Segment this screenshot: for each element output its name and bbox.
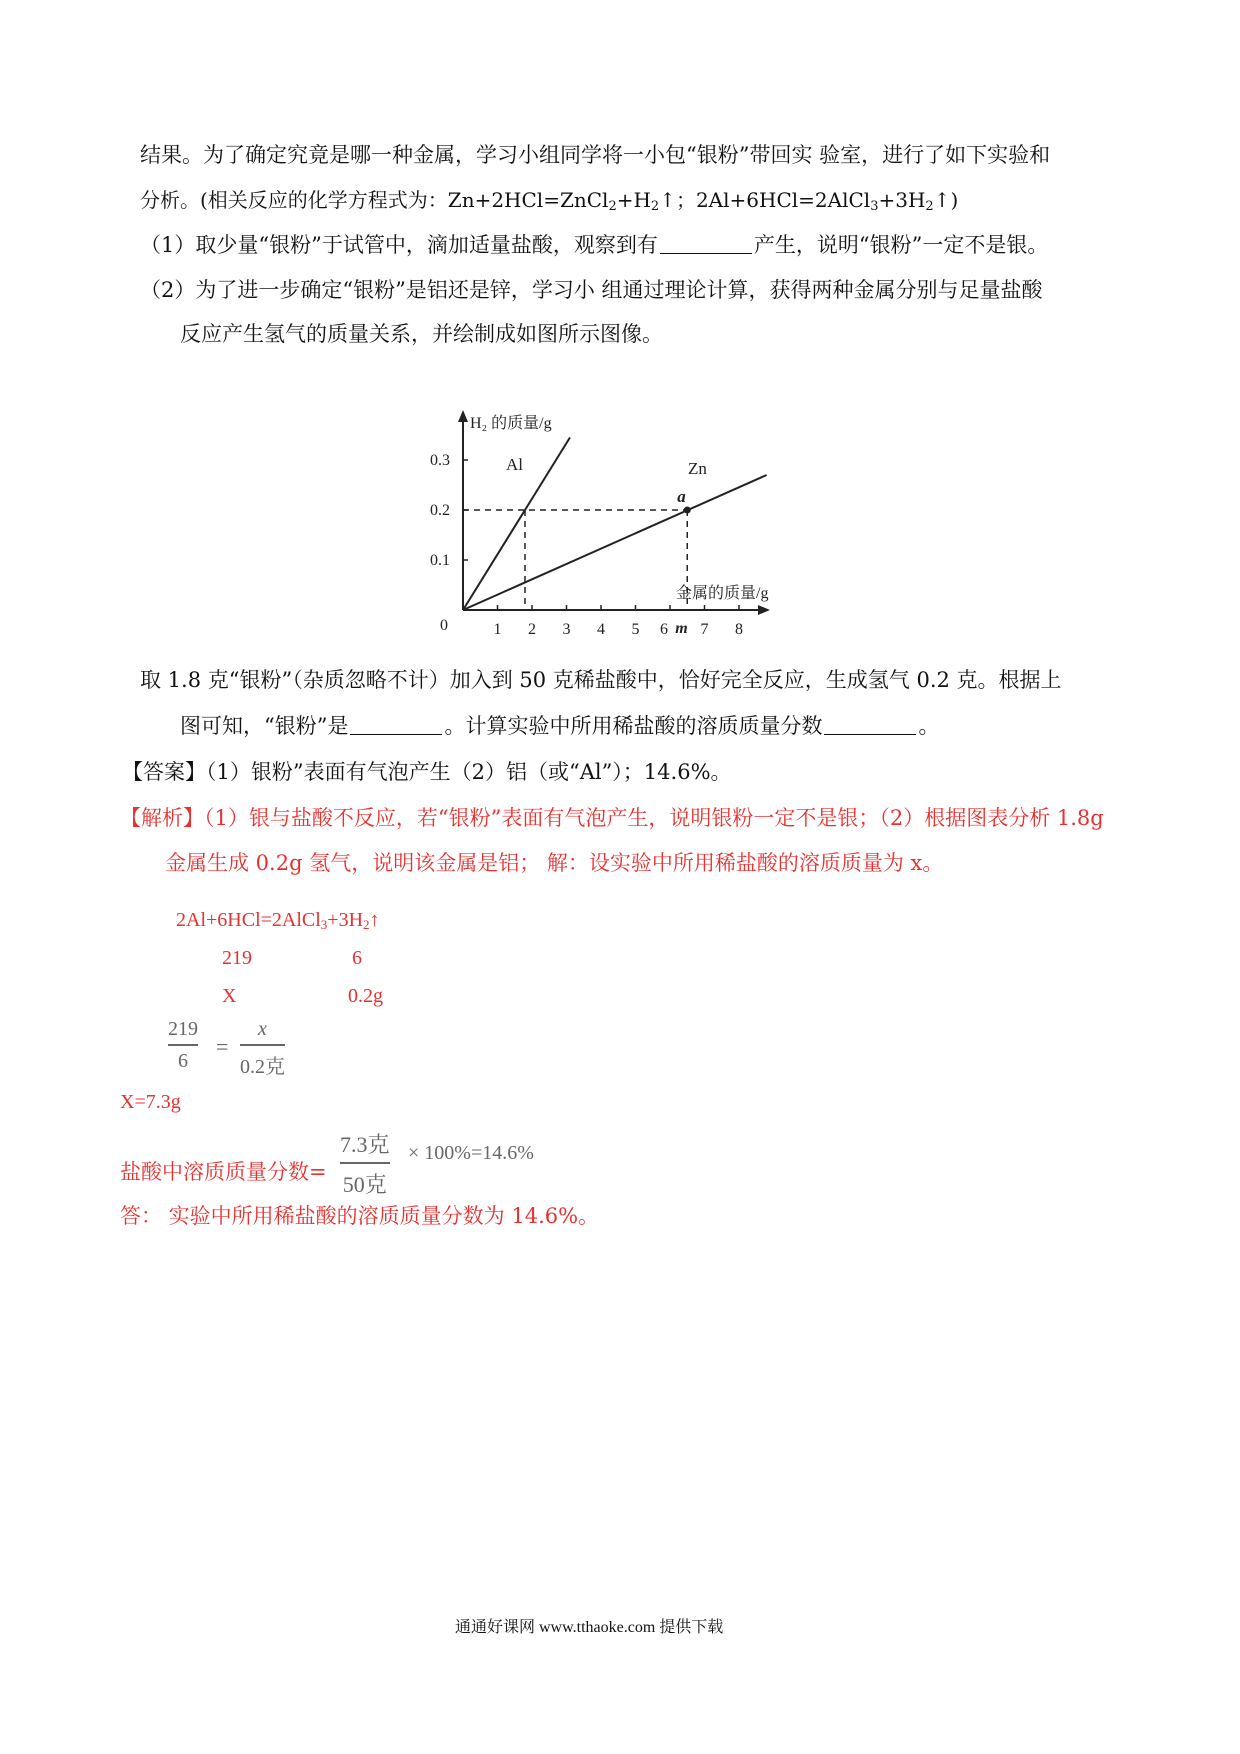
equation-text-1: 分析。(相关反应的化学方程式为：Zn+2HCl=ZnCl bbox=[140, 188, 609, 212]
point-a bbox=[684, 507, 691, 514]
final-answer: 答： 实验中所用稀盐酸的溶质质量分数为 14.6%。 bbox=[120, 1204, 600, 1228]
hydrogen-mass-chart bbox=[420, 410, 840, 646]
question-item-1 bbox=[140, 235, 1048, 256]
known-h2-mass: 0.2g bbox=[348, 985, 383, 1007]
ratio-value-h2: 6 bbox=[352, 947, 362, 969]
subscript: 2 bbox=[363, 917, 370, 932]
fraction-bar bbox=[168, 1044, 198, 1046]
unknown-x: X bbox=[222, 985, 237, 1007]
x-tick-label: 4 bbox=[597, 621, 605, 638]
x-axis-label: 金属的质量/g bbox=[676, 585, 769, 602]
fraction-bar bbox=[240, 1044, 285, 1046]
point-m-label: m bbox=[675, 620, 688, 637]
percentage-label: 盐酸中溶质质量分数= bbox=[120, 1160, 327, 1184]
question-line-1: 结果。为了确定究竟是哪一种金属，学习小组同学将一小包“银粉”带回实 验室，进行了如下实验和 bbox=[140, 143, 1051, 167]
fraction-numerator: x bbox=[258, 1018, 267, 1040]
question-item-3-text-b: 。计算实验中所用稀盐酸的溶质质量分数 bbox=[444, 714, 823, 738]
equation-text-6: ↑) bbox=[933, 188, 959, 212]
question-item-2-line-2: 反应产生氢气的质量关系，并绘制成如图所示图像。 bbox=[180, 322, 663, 346]
answer-blank bbox=[660, 235, 752, 254]
x-tick-label: 1 bbox=[493, 621, 502, 638]
question-item-1-text-b: 产生，说明“银粉”一定不是银。 bbox=[753, 233, 1049, 257]
equation-text-3: ↑；2Al+6HCl=2AlC bbox=[659, 188, 864, 212]
x-tick-label: 7 bbox=[700, 621, 709, 638]
equation-text-5: +3H bbox=[878, 188, 926, 212]
x-result: X=7.3g bbox=[120, 1091, 181, 1113]
x-tick-label: 2 bbox=[528, 621, 536, 638]
subscript: 2 bbox=[925, 199, 934, 214]
y-axis-arrow bbox=[458, 410, 468, 422]
fraction-denominator: 0.2克 bbox=[240, 1055, 285, 1078]
answer-blank bbox=[824, 716, 916, 735]
question-item-3-line-2 bbox=[180, 716, 939, 737]
series-label-al: Al bbox=[506, 455, 523, 474]
x-axis-arrow bbox=[758, 605, 770, 615]
series-label-zn: Zn bbox=[688, 459, 707, 478]
y-tick-label: 0.2 bbox=[430, 502, 450, 519]
question-item-3-text-c: 。 bbox=[918, 714, 940, 738]
y-tick-label: 0.1 bbox=[430, 552, 450, 569]
ratio-value-hcl: 219 bbox=[222, 947, 252, 969]
reaction-equation-text-b: +3H bbox=[327, 909, 364, 931]
answer-line: 【答案】（1）银粉”表面有气泡产生（2）铝（或“Al”）；14.6%。 bbox=[122, 760, 732, 784]
y-tick-label: 0.3 bbox=[430, 452, 450, 469]
fraction-numerator: 219 bbox=[168, 1018, 198, 1040]
fraction-7.3-over-50 bbox=[340, 1128, 390, 1199]
subscript: 3 bbox=[320, 917, 328, 932]
question-item-1-text-a: （1）取少量“银粉”于试管中，滴加适量盐酸，观察到有 bbox=[140, 233, 658, 257]
question-line-2 bbox=[140, 188, 959, 214]
explanation-line-1: 【解析】（1）银与盐酸不反应，若“银粉”表面有气泡产生，说明银粉一定不是银；（2）根据图表分析 1.8g bbox=[120, 806, 1104, 830]
question-item-3-text-a: 图可知，“银粉”是 bbox=[180, 714, 349, 738]
question-item-2-line-1: （2）为了进一步确定“银粉”是铝还是锌，学习小 组通过理论计算，获得两种金属分别与足量盐酸 bbox=[140, 278, 1043, 302]
equation-text-4: l bbox=[863, 188, 871, 212]
fraction-numerator: 7.3克 bbox=[340, 1132, 390, 1157]
y-axis-label: H₂ 的质量/g bbox=[470, 415, 552, 432]
reaction-equation-text-a: 2Al+6HCl=2AlCl bbox=[176, 909, 321, 931]
reaction-equation-text-c: ↑ bbox=[369, 909, 380, 931]
x-tick-label: 5 bbox=[631, 621, 640, 638]
x-tick-label: 3 bbox=[562, 621, 571, 638]
x-tick-label: 8 bbox=[735, 621, 743, 638]
explanation-line-2: 金属生成 0.2g 氢气，说明该金属是铝； 解：设实验中所用稀盐酸的溶质质量为 x。 bbox=[165, 851, 944, 875]
origin-label: 0 bbox=[440, 617, 448, 634]
point-a-label: a bbox=[677, 487, 686, 506]
fraction-denominator: 50克 bbox=[342, 1171, 387, 1197]
answer-blank bbox=[350, 716, 442, 735]
subscript: 3 bbox=[870, 199, 879, 214]
fraction-219-over-6 bbox=[168, 1018, 198, 1073]
fraction-bar bbox=[340, 1162, 390, 1164]
question-item-3-line-1: 取 1.8 克“银粉”（杂质忽略不计）加入到 50 克稀盐酸中，恰好完全反应，生成氢气 0.2 克。根据上 bbox=[140, 668, 1062, 692]
percentage-result: × 100%=14.6% bbox=[408, 1142, 534, 1164]
page-footer: 通通好课网 www.tthaoke.com 提供下载 bbox=[455, 1619, 724, 1636]
fraction-x-over-0.2 bbox=[240, 1018, 285, 1079]
reaction-equation bbox=[176, 910, 380, 930]
equals-sign: = bbox=[216, 1034, 229, 1059]
fraction-denominator: 6 bbox=[178, 1049, 188, 1072]
x-tick-label: 6 bbox=[660, 621, 668, 638]
subscript: 2 bbox=[650, 199, 660, 214]
subscript: 2 bbox=[608, 199, 617, 214]
equation-text-2: +H bbox=[616, 188, 651, 212]
